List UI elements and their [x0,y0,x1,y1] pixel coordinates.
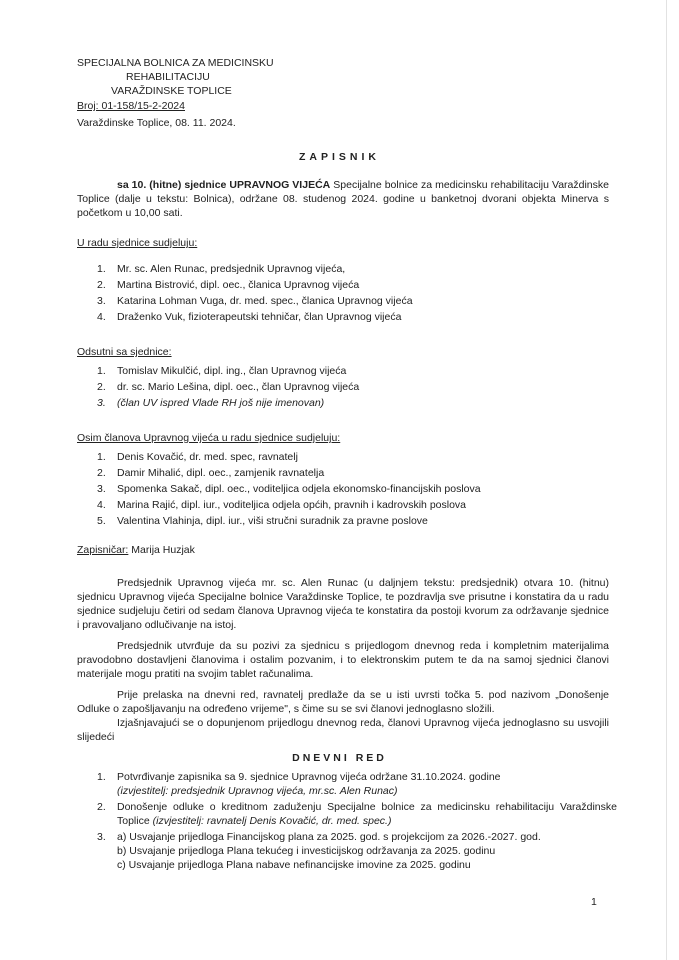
agenda-list [97,770,617,874]
agenda-item: 2. Donošenje odluke o kreditnom zaduženju Specijalne bolnice za medicinsku rehabilitaciju Varaždinske Toplice (izvjestitelj: ravnatelj Denis Kovačić, dr. med. spec.) [97,801,617,827]
institution-line-3: VARAŽDINSKE TOPLICE [111,85,232,97]
agenda-item: 3. a) Usvajanje prijedloga Financijskog plana za 2025. god. s projekcijom za 2026.-2027. god. b) Usvajanje prijedloga Plana tekućeg i investicijskog održavanja za 2025. godinu c) Usvajanje prijedloga Plana nabave nefinancijske imovine za 2025. godinu [97,831,541,871]
file-number: Broj: 01-158/15-2-2024 [77,100,185,112]
recorder [77,543,195,557]
agenda-item: 1. Potvrđivanje zapisnika sa 9. sjednice Upravnog vijeća održane 31.10.2024. godine (izvjestitelj: predsjednik Upravnog vijeća, mr.sc. Alen Runac) [97,771,501,797]
agenda-heading: DNEVNI RED [292,752,387,764]
document-page: SPECIJALNA BOLNICA ZA MEDICINSKU REHABILITACIJU VARAŽDINSKE TOPLICE Broj: 01-158/15-2-2024 Varaždinske Toplice, 08. 11. 2024. ZAPISNIK sa 10. (hitne) sjednice UPRAVNOG VIJEĆA Specijalne bolnice za medicinsku rehabilitaciju Varaždinske Toplice (dalje u tekstu: Bolnica), održane 08. studenog 2024. godine u banketnoj dvorani objekta Minerva s početkom u 10,00 sati. U radu sjednice sudjeluju: 1. Mr. sc. Alen Runac, predsjednik Upravnog vijeća, 2. Martina Bistrović, dipl. oec., članica Upravnog vijeća 3. Katarina Lohman Vuga, dr. med. spec., članica Upravnog vijeća 4. Draženko Vuk, fizioterapeutski tehničar, član Upravnog vijeća Odsutni sa sjednice: 1. Tomislav Mikulčić, dipl. ing., član Upravnog vijeća 2. dr. sc. Mario Lešina, dipl. oec., član Upravnog vijeća 3. (član UV ispred Vlade RH još nije imenovan) Osim članova Upravnog vijeća u radu sjednice sudjeluju: 1. Denis Kovačić, dr. med. spec, ravnatelj 2. Damir Mihalić, dipl. oec., zamjenik ravnatelja 3. Spomenka Sakač, dipl. oec., voditeljica odjela ekonomsko-financijskih poslova 4. Marina Rajić, dipl. iur., voditeljica odjela općih, pravnih i kadrovskih poslova 5. Valentina Vlahinja, dipl. iur., viši stručni suradnik za pravne poslove Zapisničar: Marija Huzjak Predsjednik Upravnog vijeća mr. sc. Alen Runac (u daljnjem tekstu: predsjednik) otvara 10. (hitnu) sjednicu Upravnog vijeća Specijalne bolnice Varaždinske Toplice, te pozdravlja sve prisutne i konstatira da u radu sjednice sudjeluju četiri od sedam članova Upravnog vijeća te konstatira da postoji kvorum za održavanje sjednice i pravovaljano odlučivanje na istoj. Predsjednik utvrđuje da su pozivi za sjednicu s prijedlogom dnevnog reda i kompletnim materijalima pravodobno dostavljeni članovima i ostalim pozvanim, i to elektronskim putem te da na samoj sjednici članovi materijale mogu pratiti na svojim tablet računalima. Prije prelaska na dnevni red, ravnatelj predlaže da se u isti uvrsti točka 5. pod nazivom „Donošenje Odluke o zapošljavanju na određeno vrijeme", s čime su se svi članovi jednoglasno složili. Izjašnjavajući se o dopunjenom prijedlogu dnevnog reda, članovi Upravnog vijeća jednoglasno su usvojili slijedeći DNEVNI RED 1. Potvrđivanje zapisnika sa 9. sjednice Upravnog vijeća održane 31.10.2024. godine (izvjestitelj: predsjednik Upravnog vijeća, mr.sc. Alen Runac) 2. Donošenje odluke o kreditnom zaduženju Specijalne bolnice za medicinsku rehabilitaciju Varaždinske Toplice (izvjestitelj: ravnatelj Denis Kovačić, dr. med. spec.) 3. a) Usvajanje prijedloga Financijskog plana za 2025. god. s projekcijom za 2026.-2027. god. b) Usvajanje prijedloga Plana tekućeg i investicijskog održavanja za 2025. godinu c) Usvajanje prijedloga Plana nabave nefinancijske imovine za 2025. godinu 1 [0,0,679,960]
absent-heading: Odsutni sa sjednice: [77,346,172,358]
intro-rest: Specijalne bolnice za medicinsku rehabilitaciju Varaždinske Toplice (dalje u tekstu: Bolnica), održane 08. studenog 2024. godine u banketnoj dvorani objekta Minerva s početkom u 10,00 sati. [77,179,609,219]
participants-heading: U radu sjednice sudjeluju: [77,237,198,249]
institution-line-1: SPECIJALNA BOLNICA ZA MEDICINSKU [77,57,274,69]
intro-paragraph [77,178,609,220]
paragraph-adoption: Izjašnjavajući se o dopunjenom prijedlogu dnevnog reda, članovi Upravnog vijeća jednoglasno su usvojili slijedeći [77,717,609,743]
others-heading: Osim članova Upravnog vijeća u radu sjednice sudjeluju: [77,432,341,444]
institution-line-2: REHABILITACIJU [126,71,210,83]
intro-board: UPRAVNOG VIJEĆA [229,179,331,191]
recorder-name: Marija Huzjak [128,544,195,556]
recorder-label: Zapisničar: [77,544,129,556]
paragraph-opening: Predsjednik Upravnog vijeća mr. sc. Alen Runac (u daljnjem tekstu: predsjednik) otvara 10. (hitnu) sjednicu Upravnog vijeća Specijalne bolnice Varaždinske Toplice, te pozdravlja sve prisutne i konstatira da u radu sjednice sudjeluju četiri od sedam članova Upravnog vijeća te konstatira da postoji kvorum za održavanje sjednice i pravovaljano odlučivanje na istoj. [77,577,609,631]
page-edge [666,0,667,960]
page-number: 1 [591,896,597,908]
document-title: ZAPISNIK [298,151,380,163]
paragraph-invitations: Predsjednik utvrđuje da su pozivi za sjednicu s prijedlogom dnevnog reda i kompletnim materijalima pravodobno dostavljeni članovima i ostalim pozvanim, i to elektronskim putem te da na samoj sjednici članovi materijale mogu pratiti na svojim tablet računalima. [77,640,609,680]
paragraph-amendment: Prije prelaska na dnevni red, ravnatelj predlaže da se u isti uvrsti točka 5. pod nazivom „Donošenje Odluke o zapošljavanju na određeno vrijeme", s čime su se svi članovi jednoglasno složili. [77,689,609,715]
place-date: Varaždinske Toplice, 08. 11. 2024. [77,117,236,129]
intro-prefix: sa 10. (hitne) sjednice [117,179,230,191]
